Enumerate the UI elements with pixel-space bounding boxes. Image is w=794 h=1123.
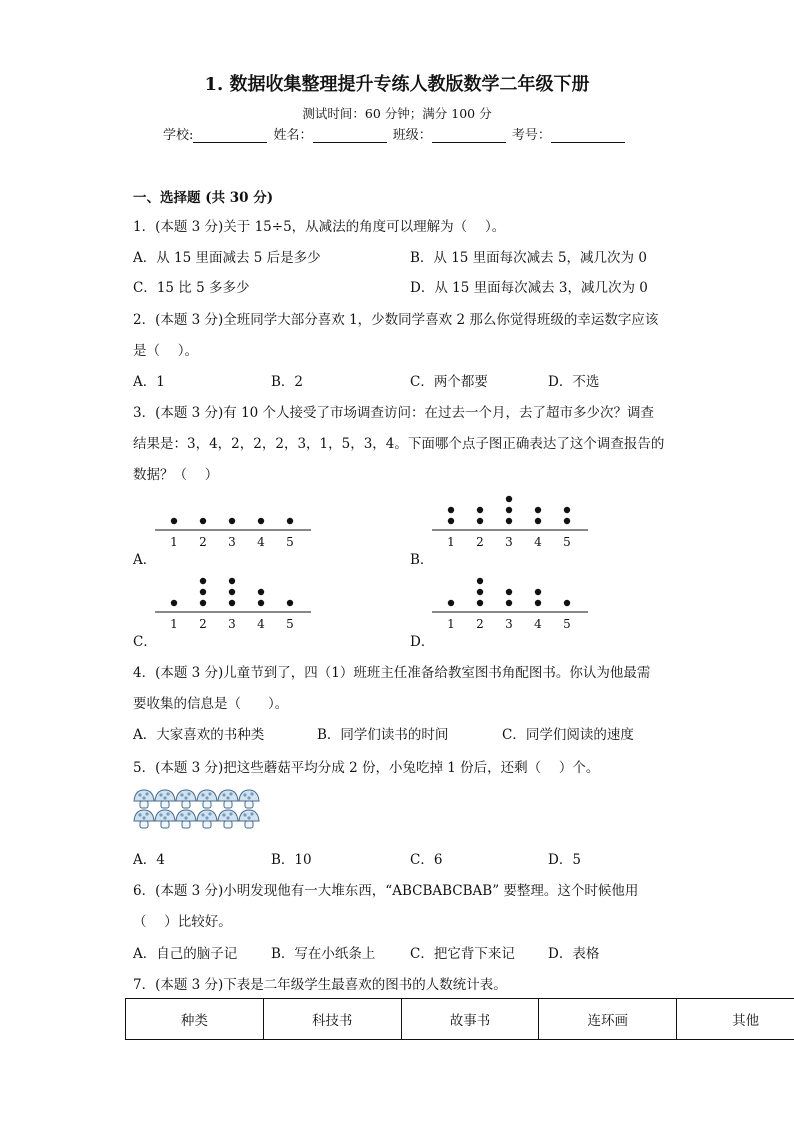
- plot-dot: [448, 518, 454, 524]
- number-blank: [551, 128, 625, 143]
- q6-option-b[interactable]: B．写在小纸条上: [271, 946, 376, 962]
- question-1: 1．(本题 3 分)关于 15÷5，从减法的角度可以理解为（ ）。: [133, 219, 506, 235]
- page-title: 1. 数据收集整理提升专练人教版数学二年级下册: [204, 74, 590, 95]
- axis-tick-label: 3: [505, 535, 513, 549]
- plot-dot: [229, 600, 235, 606]
- axis-tick-label: 1: [170, 617, 178, 631]
- table-header-cell: 种类: [126, 999, 264, 1040]
- plot-dot: [448, 507, 454, 513]
- q5-option-b[interactable]: B．10: [271, 852, 312, 868]
- question-3-line2: 结果是：3，4，2，2，2，3，1，5，3，4。下面哪个点子图正确表达了这个调查报告的: [133, 436, 665, 452]
- class-blank: [432, 128, 506, 143]
- axis-tick-label: 3: [505, 617, 513, 631]
- q5-option-d[interactable]: D．5: [548, 852, 581, 868]
- mushroom-icon: [239, 790, 259, 808]
- school-blank: [193, 128, 267, 143]
- name-blank: [313, 128, 387, 143]
- dot-plot-b-svg: [432, 484, 592, 554]
- q6-option-c[interactable]: C．把它背下来记: [410, 946, 515, 962]
- number-label: 考号：: [511, 128, 551, 143]
- q3-option-b[interactable]: B．: [410, 552, 434, 568]
- axis-tick-label: 4: [534, 617, 542, 631]
- question-4-line1: 4．(本题 3 分)儿童节到了，四（1）班班主任准备给教室图书角配图书。你认为他最需: [133, 665, 651, 681]
- plot-dot: [258, 589, 264, 595]
- q3-option-d[interactable]: D．: [410, 634, 435, 650]
- axis-tick-label: 4: [534, 535, 542, 549]
- table-header-cell: 连环画: [539, 999, 677, 1040]
- table-header-cell: 科技书: [263, 999, 401, 1040]
- table-header-row: [126, 999, 794, 1040]
- question-3-line1: 3．(本题 3 分)有 10 个人接受了市场调查访问：在过去一个月，去了超市多少次？调查: [133, 405, 655, 421]
- question-6-line2: （ ）比较好。: [133, 914, 232, 930]
- plot-dot: [535, 589, 541, 595]
- mushroom-icon: [155, 790, 175, 808]
- plot-dot: [287, 600, 293, 606]
- q2-option-d[interactable]: D．不选: [548, 374, 600, 390]
- plot-dot: [506, 600, 512, 606]
- dot-plot-a: [155, 484, 315, 558]
- q1-option-a[interactable]: A．从 15 里面减去 5 后是多少: [133, 250, 321, 266]
- mushroom-icon: [134, 810, 154, 828]
- axis-tick-label: 2: [199, 535, 207, 549]
- question-2-line2: 是（ ）。: [133, 343, 199, 359]
- test-info: 测试时间：60 分钟；满分 100 分: [302, 106, 492, 121]
- plot-dot: [564, 600, 570, 606]
- dot-plot-c-svg: [155, 566, 315, 636]
- mushroom-icon: [176, 810, 196, 828]
- axis-tick-label: 1: [447, 617, 455, 631]
- mushroom-icon: [176, 790, 196, 808]
- q6-option-a[interactable]: A．自己的脑子记: [133, 946, 238, 962]
- axis-tick-label: 5: [286, 617, 294, 631]
- q2-option-c[interactable]: C．两个都要: [410, 374, 488, 390]
- mushroom-icon-group: [133, 789, 263, 831]
- axis-tick-label: 3: [228, 535, 236, 549]
- student-info-line: [163, 124, 627, 143]
- mushroom-icon: [134, 790, 154, 808]
- q4-option-c[interactable]: C．同学们阅读的速度: [502, 727, 634, 743]
- axis-tick-label: 4: [257, 617, 265, 631]
- plot-dot: [200, 589, 206, 595]
- axis-tick-label: 2: [476, 617, 484, 631]
- q4-option-a[interactable]: A．大家喜欢的书种类: [133, 727, 265, 743]
- question-6-line1: 6．(本题 3 分)小明发现他有一大堆东西，“ABCBABCBAB” 要整理。这个时候他用: [133, 883, 639, 899]
- plot-dot: [506, 518, 512, 524]
- mushroom-group: [133, 789, 263, 835]
- axis-tick-label: 1: [447, 535, 455, 549]
- plot-dot: [506, 589, 512, 595]
- dot-plot-d: [432, 566, 592, 640]
- plot-dot: [287, 518, 293, 524]
- q1-option-c[interactable]: C．15 比 5 多多少: [133, 280, 250, 296]
- plot-dot: [564, 507, 570, 513]
- class-label: 班级：: [392, 128, 432, 143]
- plot-dot: [477, 518, 483, 524]
- plot-dot: [477, 600, 483, 606]
- axis-tick-label: 2: [199, 617, 207, 631]
- question-7: 7．(本题 3 分)下表是二年级学生最喜欢的图书的人数统计表。: [133, 977, 507, 993]
- plot-dot: [564, 518, 570, 524]
- axis-tick-label: 4: [257, 535, 265, 549]
- axis-tick-label: 1: [170, 535, 178, 549]
- mushroom-icon: [218, 810, 238, 828]
- dot-plot-d-svg: [432, 566, 592, 636]
- mushroom-icon: [218, 790, 238, 808]
- plot-dot: [477, 578, 483, 584]
- plot-dot: [171, 600, 177, 606]
- plot-dot: [171, 518, 177, 524]
- q6-option-d[interactable]: D．表格: [548, 946, 600, 962]
- plot-dot: [229, 578, 235, 584]
- q1-option-b[interactable]: B．从 15 里面每次减去 5，减几次为 0: [410, 250, 647, 266]
- q5-option-a[interactable]: A．4: [133, 852, 165, 868]
- section-title: 一、选择题 (共 30 分): [133, 190, 274, 206]
- axis-tick-label: 5: [563, 617, 571, 631]
- q1-option-d[interactable]: D．从 15 里面每次减去 3，减几次为 0: [410, 280, 648, 296]
- name-label: 姓名：: [273, 128, 313, 143]
- q4-option-b[interactable]: B．同学们读书的时间: [317, 727, 449, 743]
- plot-dot: [258, 600, 264, 606]
- axis-tick-label: 3: [228, 617, 236, 631]
- mushroom-icon: [197, 810, 217, 828]
- question-4-line2: 要收集的信息是（ ）。: [133, 696, 289, 712]
- plot-dot: [535, 600, 541, 606]
- q3-option-a[interactable]: A．: [133, 552, 157, 568]
- mushroom-icon: [197, 790, 217, 808]
- q2-option-a[interactable]: A．1: [133, 374, 165, 390]
- q5-option-c[interactable]: C．6: [410, 852, 443, 868]
- dot-plot-c: [155, 566, 315, 640]
- plot-dot: [506, 507, 512, 513]
- plot-dot: [477, 589, 483, 595]
- plot-dot: [477, 507, 483, 513]
- question-3-line3: 数据？（ ）: [133, 467, 219, 483]
- q2-option-b[interactable]: B．2: [271, 374, 304, 390]
- q3-option-c[interactable]: C．: [133, 634, 157, 650]
- dot-plot-b: [432, 484, 592, 558]
- plot-dot: [535, 507, 541, 513]
- dot-plot-a-svg: [155, 484, 315, 554]
- table-header-cell: 其他: [677, 999, 794, 1040]
- plot-dot: [448, 600, 454, 606]
- axis-tick-label: 2: [476, 535, 484, 549]
- mushroom-icon: [155, 810, 175, 828]
- plot-dot: [229, 589, 235, 595]
- question-5: 5．(本题 3 分)把这些蘑菇平均分成 2 份，小兔吃掉 1 份后，还剩（ ）个。: [133, 760, 600, 776]
- axis-tick-label: 5: [286, 535, 294, 549]
- mushroom-icon: [239, 810, 259, 828]
- school-label: 学校:: [163, 128, 194, 143]
- plot-dot: [258, 518, 264, 524]
- axis-tick-label: 5: [563, 535, 571, 549]
- question-2-line1: 2．(本题 3 分)全班同学大部分喜欢 1，少数同学喜欢 2 那么你觉得班级的幸运数字应该: [133, 312, 659, 328]
- plot-dot: [200, 600, 206, 606]
- plot-dot: [200, 578, 206, 584]
- table-header-cell: 故事书: [401, 999, 539, 1040]
- plot-dot: [200, 518, 206, 524]
- plot-dot: [506, 496, 512, 502]
- book-stat-table: [125, 998, 794, 1040]
- plot-dot: [535, 518, 541, 524]
- plot-dot: [229, 518, 235, 524]
